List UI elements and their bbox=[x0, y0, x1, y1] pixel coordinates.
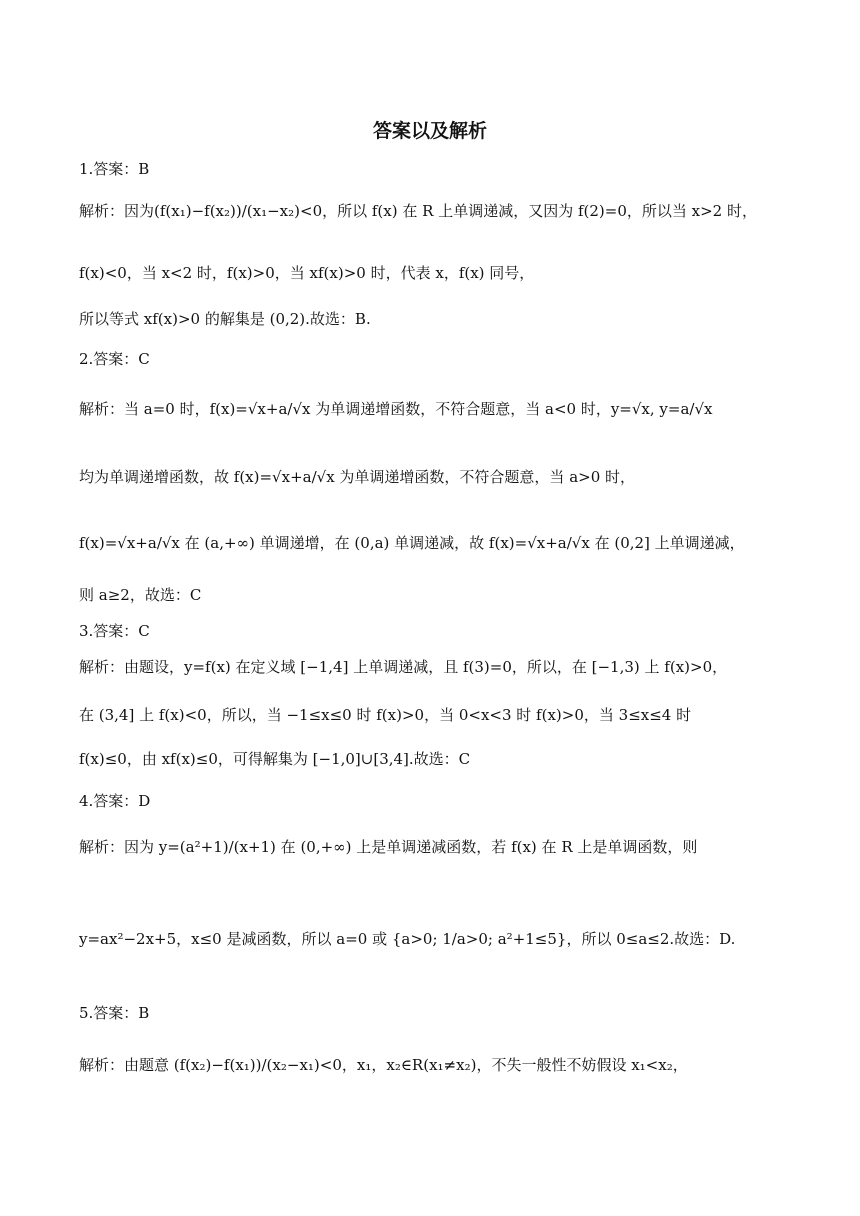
explanation-1-line-1: 解析：因为(f(x₁)−f(x₂))/(x₁−x₂)<0，所以 f(x) 在 R 上单调递减，又因为 f(2)=0，所以当 x>2 时， bbox=[79, 202, 757, 220]
explanation-3-line-2: 在 (3,4] 上 f(x)<0，所以，当 −1≤x≤0 时 f(x)>0，当 0<x<3 时 f(x)>0，当 3≤x≤4 时 bbox=[79, 706, 692, 724]
explanation-4-line-1: 解析：因为 y=(a²+1)/(x+1) 在 (0,+∞) 上是单调递减函数，若 f(x) 在 R 上是单调函数，则 bbox=[79, 838, 698, 856]
page-title: 答案以及解析 bbox=[372, 120, 487, 142]
answer-3: 3.答案：C bbox=[79, 622, 150, 640]
explanation-3-line-1: 解析：由题设，y=f(x) 在定义域 [−1,4] 上单调递减，且 f(3)=0，所以，在 [−1,3) 上 f(x)>0， bbox=[79, 658, 728, 676]
answer-5: 5.答案：B bbox=[79, 1004, 150, 1022]
explanation-2-line-1: 解析：当 a=0 时，f(x)=√x+a/√x 为单调递增函数，不符合题意，当 a<0 时，y=√x, y=a/√x bbox=[79, 400, 713, 418]
answer-2: 2.答案：C bbox=[79, 350, 150, 368]
explanation-1-line-2: f(x)<0，当 x<2 时，f(x)>0，当 xf(x)>0 时，代表 x，f(x) 同号， bbox=[79, 264, 535, 282]
explanation-1-line-3: 所以等式 xf(x)>0 的解集是 (0,2).故选：B. bbox=[79, 310, 371, 328]
explanation-2-line-4: 则 a≥2，故选：C bbox=[79, 586, 202, 604]
explanation-3-line-3: f(x)≤0，由 xf(x)≤0，可得解集为 [−1,0]∪[3,4].故选：C bbox=[79, 750, 471, 768]
answer-1: 1.答案：B bbox=[79, 160, 150, 178]
explanation-5-line-1: 解析：由题意 (f(x₂)−f(x₁))/(x₂−x₁)<0，x₁，x₂∈R(x₁≠x₂)，不失一般性不妨假设 x₁<x₂， bbox=[79, 1056, 688, 1074]
explanation-4-line-2: y=ax²−2x+5，x≤0 是减函数，所以 a=0 或 {a>0; 1/a>0; a²+1≤5}，所以 0≤a≤2.故选：D. bbox=[79, 930, 736, 948]
explanation-2-line-3: f(x)=√x+a/√x 在 (a,+∞) 单调递增，在 (0,a) 单调递减，故 f(x)=√x+a/√x 在 (0,2] 上单调递减， bbox=[79, 534, 745, 552]
answer-4: 4.答案：D bbox=[79, 792, 151, 810]
explanation-2-line-2: 均为单调递增函数，故 f(x)=√x+a/√x 为单调递增函数，不符合题意，当 a>0 时， bbox=[79, 468, 636, 486]
